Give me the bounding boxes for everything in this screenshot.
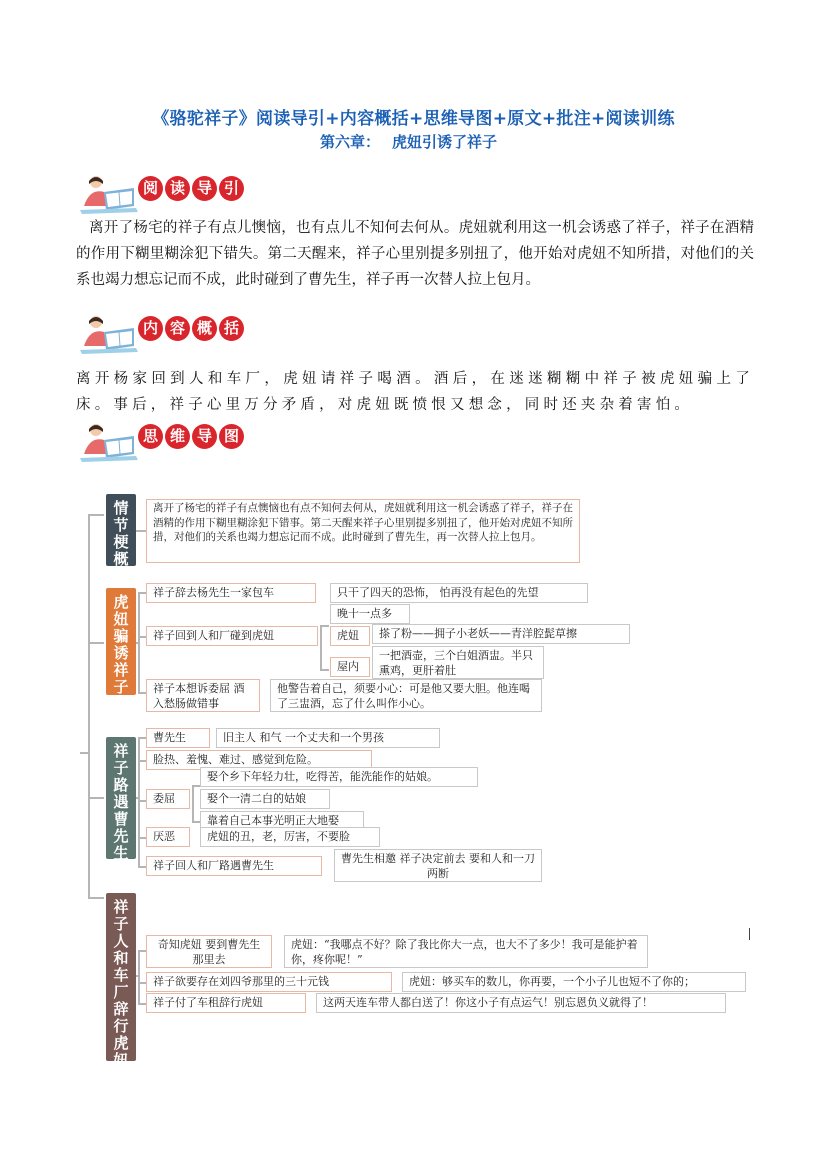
section-header-reading-guide: [76, 172, 276, 216]
mindmap-node-detail: 只干了四天的恐怖， 怕再没有起色的先望: [330, 583, 588, 603]
mindmap-node-detail: 靠着自己本事光明正大地娶: [200, 811, 364, 831]
mindmap-node: 脸热、羞愧、难过、感觉到危险。: [146, 750, 372, 770]
mindmap-node-detail: 虎妞：够买车的数儿，你再要，一个小子儿也短不了你的；: [402, 972, 746, 992]
mindmap-node-detail: 一把酒壶，三个白姐酒盅。半只熏鸡，更肝着肚: [372, 646, 544, 679]
chapter-number: 第六章：: [320, 133, 381, 151]
section-char: 维: [165, 424, 190, 449]
mindmap-node: 祥子本想诉委屈 酒入愁肠做错事: [146, 679, 260, 712]
mindmap-node: 奇知虎妞 要到曹先生那里去: [146, 935, 272, 968]
section-char: 容: [165, 316, 190, 341]
section-char: 图: [219, 424, 244, 449]
section-header-mindmap: [76, 420, 276, 464]
mindmap-node-detail: 虎妞：“我哪点不好？除了我比你大一点，也大不了多少！我可是能护着你，疼你呢！”: [284, 935, 648, 968]
mindmap-category-lure: 虎 妞 骗 诱 祥 子: [106, 588, 136, 695]
document-title: 《骆驼祥子》阅读导引+内容概括+思维导图+原文+批注+阅读训练: [152, 109, 675, 129]
reading-girl-icon: [76, 420, 146, 464]
chapter-subtitle: [320, 131, 497, 152]
mindmap-node-detail: 虎妞的丑，老，厉害，不要脸: [200, 827, 380, 847]
reading-guide-paragraph: 离开了杨宅的祥子有点儿懊恼，也有点儿不知何去何从。虎妞就利用这一机会诱惑了祥子，祥子在酒精的作用下糊里糊涂犯下错失。第二天醒来，祥子心里别提多别扭了，他开始对虎妞不知所措，对他们的关系也竭力想忘记而不成，此时碰到了曹先生，祥子再一次替人拉上包月。: [76, 220, 754, 288]
section-header-summary: [76, 312, 276, 356]
chapter-title: 虎妞引诱了祥子: [392, 133, 498, 151]
mindmap-node-detail: 他警告着自己，须要小心：可是他又要大胆。他连喝了三盅酒，忘了什么叫作小心。: [270, 679, 542, 712]
section-char: 阅: [138, 176, 163, 201]
section-char: 内: [138, 316, 163, 341]
mindmap-node: 祥子欲要存在刘四爷那里的三十元钱: [146, 972, 392, 992]
mindmap-node-label: 厌恶: [146, 827, 190, 847]
mindmap-node-detail: 这两天连车带人都白送了！你这小子有点运气！别忘恩负义就得了！: [316, 993, 726, 1013]
mindmap-node-plot: 离开了杨宅的祥子有点懊恼也有点不知何去何从，虎妞就利用这一机会诱惑了祥子，祥子在酒精的作用下糊里糊涂犯下错事。第二天醒来祥子心里别提多别扭了，他开始对虎妞不知所措，对他们的关系也竭力想忘记而不成。此时碰到了曹先生，再一次替人拉上包月。: [146, 499, 580, 563]
section-char: 思: [138, 424, 163, 449]
mindmap-category-plot: 情 节 梗 概: [106, 494, 136, 566]
reading-girl-icon: [76, 172, 146, 216]
reading-girl-icon: [76, 312, 146, 356]
mindmap-node-detail: 娶个一清二白的姑娘: [200, 789, 330, 809]
mindmap-node-label: 虎妞: [330, 626, 370, 646]
mindmap-node: 祥子回到人和厂碰到虎妞: [146, 626, 318, 646]
mindmap-node-detail: 曹先生相邀 祥子决定前去 要和人和一刀两断: [334, 849, 542, 882]
mindmap-node: 祥子付了车租辞行虎妞: [146, 993, 306, 1013]
mindmap-node: 祥子回人和厂路遇曹先生: [146, 856, 322, 876]
section-char: 引: [219, 176, 244, 201]
mindmap-node-label: 屋内: [330, 657, 370, 677]
mindmap-category-farewell: 祥 子 人 和 车 厂 辞 行 虎 妞: [106, 893, 136, 1061]
mindmap-node: 祥子辞去杨先生一家包车: [146, 583, 316, 603]
mindmap-node-detail: 娶个乡下年轻力壮，吃得苦，能洗能作的姑娘。: [200, 767, 478, 787]
mindmap-node-detail: 晚十一点多: [330, 604, 410, 624]
mindmap-node-detail: 搽了粉——拥子小老妖——青洋腔髭草擦: [372, 624, 630, 644]
section-char: 导: [192, 424, 217, 449]
mindmap-node: 曹先生: [146, 728, 210, 748]
section-char: 括: [219, 316, 244, 341]
margin-mark: [749, 928, 750, 940]
section-char: 概: [192, 316, 217, 341]
mindmap-node-detail: 旧主人 和气 一个丈夫和一个男孩: [216, 728, 440, 748]
mindmap-category-cao: 祥 子 路 遇 曹 先 生: [106, 737, 136, 859]
section-char: 导: [192, 176, 217, 201]
summary-paragraph: 离开杨家回到人和车厂，虎妞请祥子喝酒。酒后，在迷迷糊糊中祥子被虎妞骗上了床。事后，祥子心里万分矛盾，对虎妞既愤恨又想念，同时还夹杂着害怕。: [76, 371, 754, 413]
section-char: 读: [165, 176, 190, 201]
mindmap-node-label: 委屈: [146, 789, 190, 809]
